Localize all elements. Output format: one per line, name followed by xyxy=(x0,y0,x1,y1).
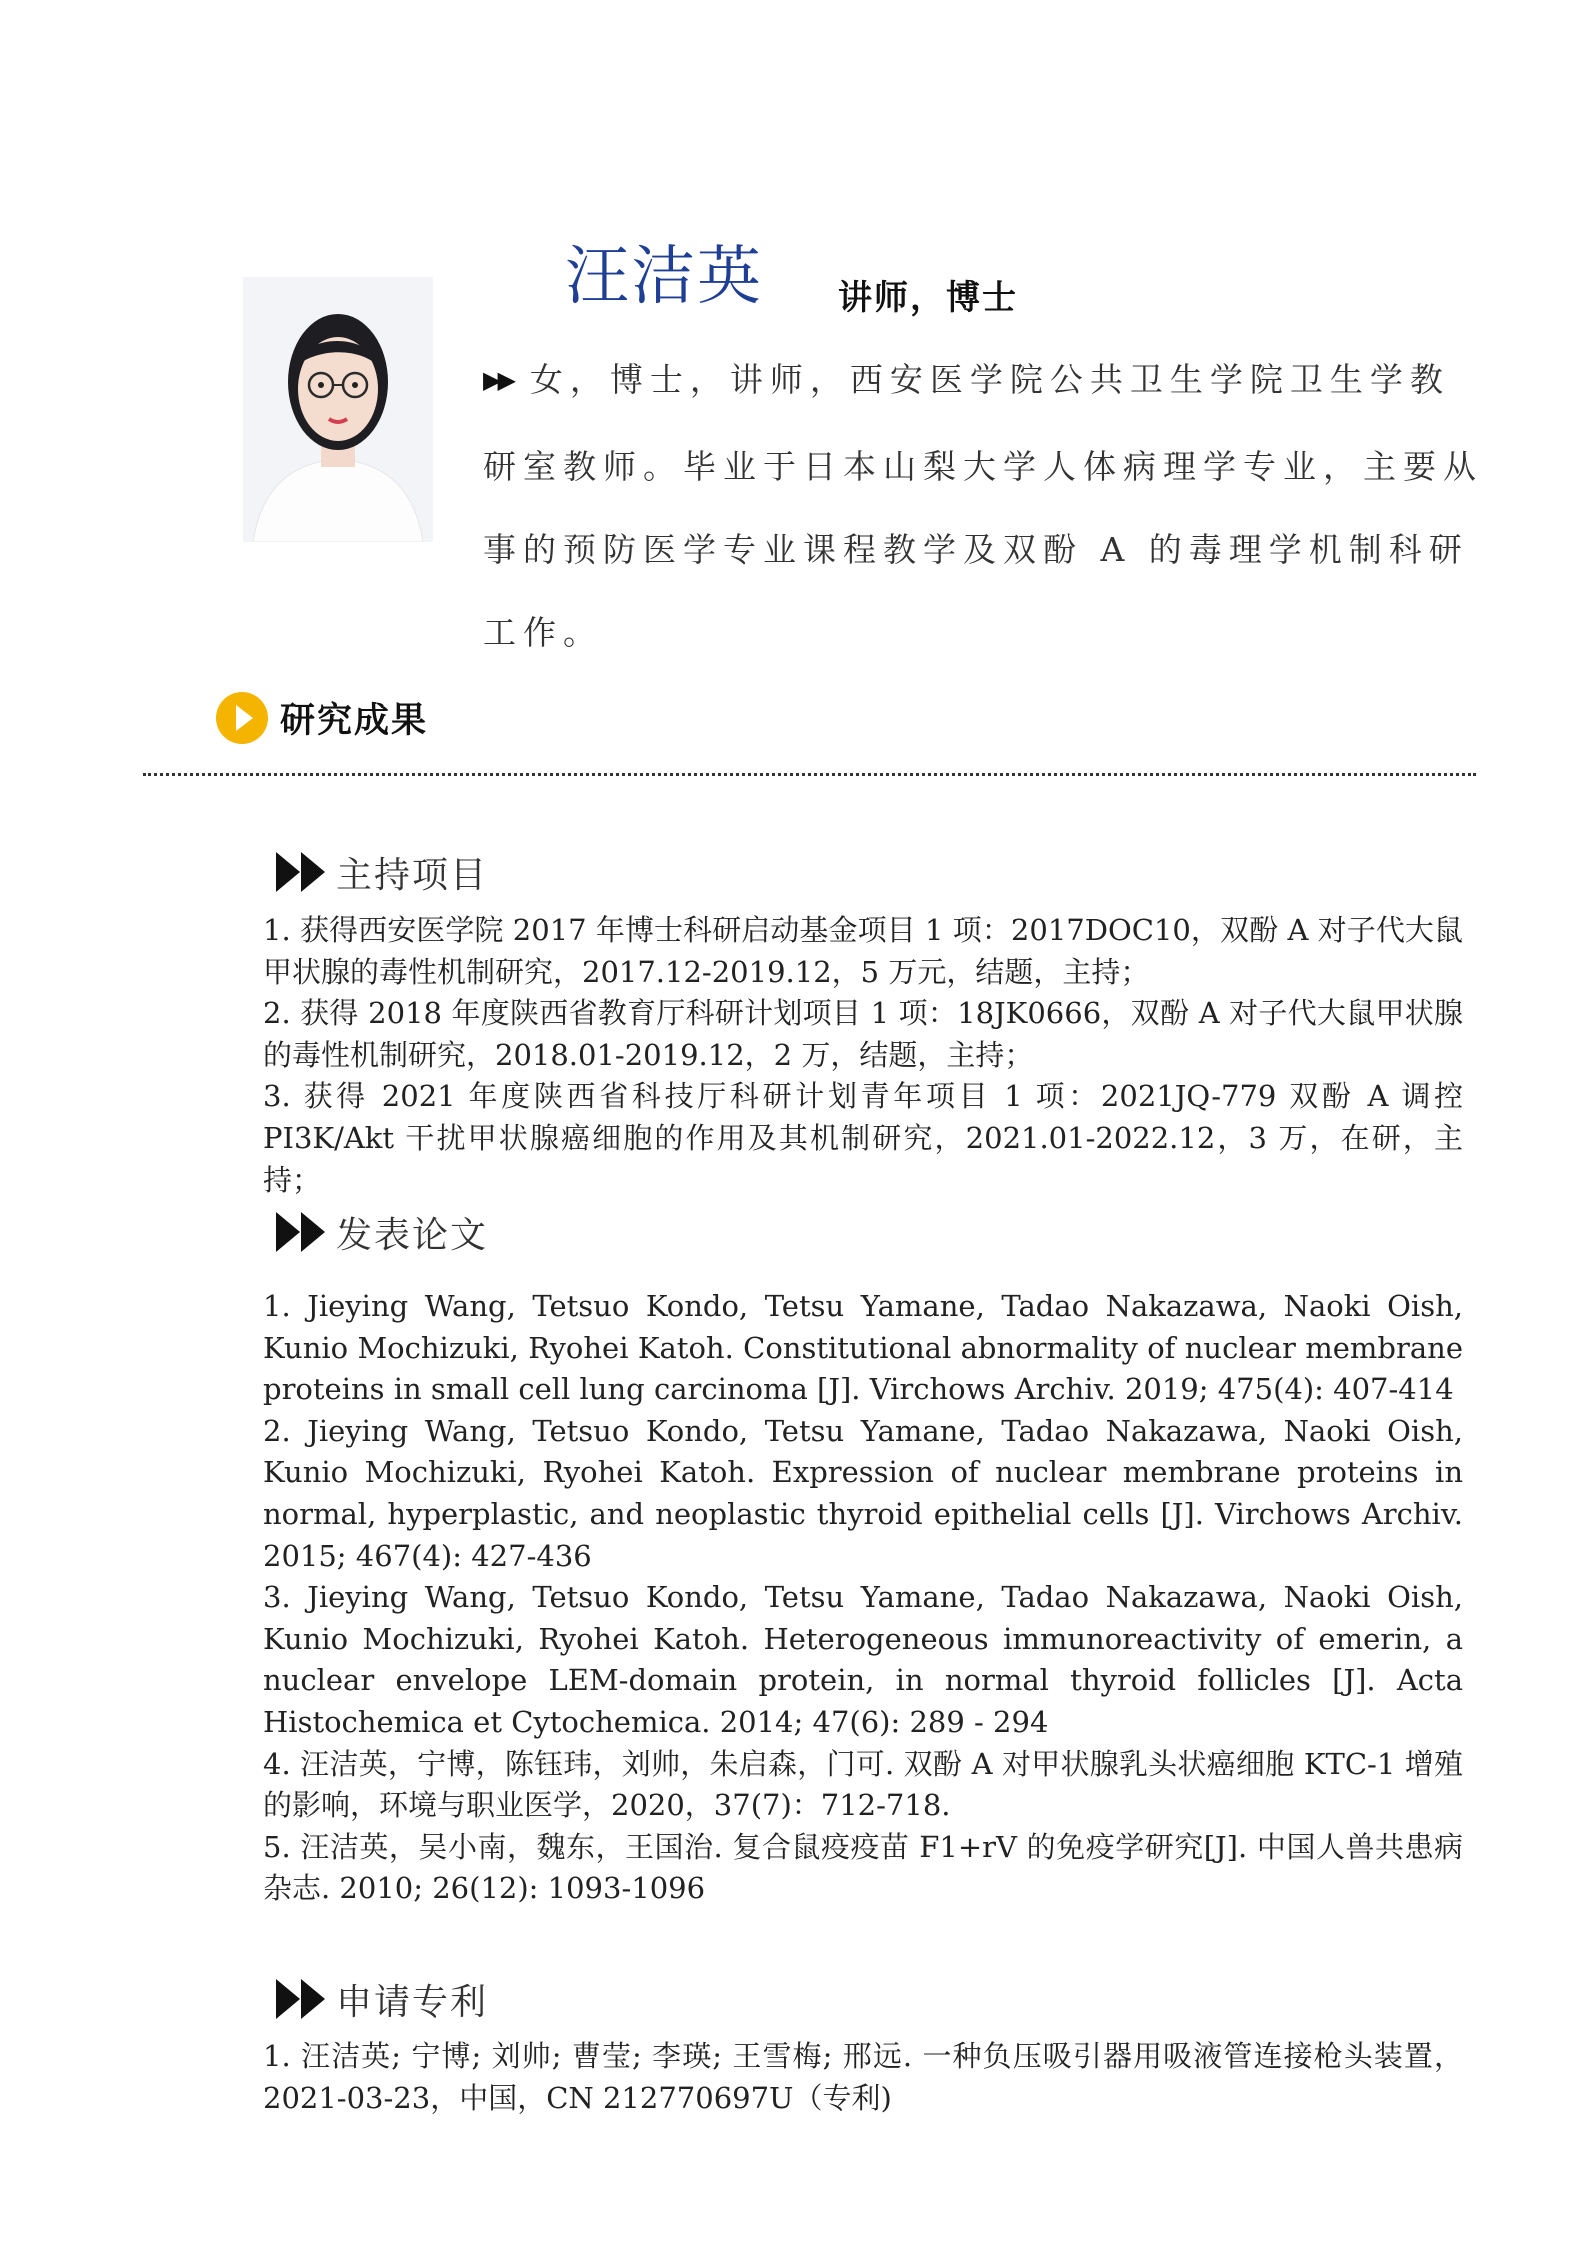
subheading-projects xyxy=(276,847,488,897)
patents-list xyxy=(263,2036,1463,2119)
double-triangle-icon xyxy=(276,852,326,892)
portrait-image xyxy=(243,277,433,542)
section-heading xyxy=(216,690,428,746)
project-item: 2. 获得 2018 年度陕西省教育厅科研计划项目 1 项：18JK0666，双酚 A 对子代大鼠甲状腺的毒性机制研究，2018.01-2019.12，2 万，结题，主持； xyxy=(263,996,1463,1072)
profile-photo xyxy=(243,277,433,542)
profile-intro xyxy=(483,338,1483,674)
intro-text: 女，博士，讲师，西安医学院公共卫生学院卫生学教研室教师。毕业于日本山梨大学人体病理学专业，主要从事的预防医学专业课程教学及双酚 A 的毒理学机制科研工作。 xyxy=(483,360,1483,652)
play-circle-icon xyxy=(216,692,268,744)
subheading-patents xyxy=(276,1974,488,2024)
double-triangle-icon xyxy=(276,1979,326,2019)
patent-item: 1. 汪洁英; 宁博; 刘帅; 曹莹; 李瑛; 王雪梅; 邢远. 一种负压吸引器用吸液管连接枪头装置，2021-03-23，中国，CN 212770697U（专利) xyxy=(263,2039,1463,2115)
paper-item: 1. Jieying Wang, Tetsuo Kondo, Tetsu Yamane, Tadao Nakazawa, Naoki Oish, Kunio Mochizuki, Ryohei Katoh. Constitutional abnormality of nuclear membrane proteins in small cell lung carcinoma [J]. Virchows Archiv. 2019; 475(4): 407-414 xyxy=(263,1289,1463,1407)
project-item: 3. 获得 2021 年度陕西省科技厅科研计划青年项目 1 项：2021JQ-779 双酚 A 调控 PI3K/Akt 干扰甲状腺癌细胞的作用及其机制研究，2021.01-2022.12，3 万，在研，主持； xyxy=(263,1079,1463,1197)
paper-item: 4. 汪洁英，宁博，陈钰玮，刘帅，朱启森，门可. 双酚 A 对甲状腺乳头状癌细胞 KTC-1 增殖的影响，环境与职业医学，2020，37(7)：712-718. xyxy=(263,1746,1463,1823)
section-title: 研究成果 xyxy=(280,701,429,741)
double-triangle-icon xyxy=(276,1212,326,1252)
papers-list xyxy=(263,1286,1463,1910)
subheading-papers xyxy=(276,1207,488,1257)
double-arrow-icon: ▶▶ xyxy=(483,366,512,394)
paper-item: 2. Jieying Wang, Tetsuo Kondo, Tetsu Yamane, Tadao Nakazawa, Naoki Oish, Kunio Mochizuki, Ryohei Katoh. Expression of nuclear membrane proteins in normal, hyperplastic, and neoplastic thyroid epithelial cells [J]. Virchows Archiv. 2015; 467(4): 427-436 xyxy=(263,1413,1463,1573)
projects-list xyxy=(263,910,1463,1201)
subheading-patents-title: 申请专利 xyxy=(336,1981,489,2023)
person-title: 讲师，博士 xyxy=(838,278,1018,318)
project-item: 1. 获得西安医学院 2017 年博士科研启动基金项目 1 项：2017DOC10，双酚 A 对子代大鼠甲状腺的毒性机制研究，2017.12-2019.12，5 万元，结题，主持； xyxy=(263,913,1463,989)
subheading-papers-title: 发表论文 xyxy=(336,1214,489,1256)
subheading-projects-title: 主持项目 xyxy=(336,854,489,896)
person-name: 汪洁英 xyxy=(565,240,763,314)
paper-item: 5. 汪洁英，吴小南，魏东，王国治. 复合鼠疫疫苗 F1+rV 的免疫学研究[J]. 中国人兽共患病杂志. 2010; 26(12): 1093-1096 xyxy=(263,1829,1463,1906)
dotted-divider xyxy=(143,773,1476,776)
paper-item: 3. Jieying Wang, Tetsuo Kondo, Tetsu Yamane, Tadao Nakazawa, Naoki Oish, Kunio Mochizuki, Ryohei Katoh. Heterogeneous immunoreactivity of emerin, a nuclear envelope LEM-domain protein, in normal thyroid follicles [J]. Acta Histochemica et Cytochemica. 2014; 47(6): 289 - 294 xyxy=(263,1580,1463,1739)
